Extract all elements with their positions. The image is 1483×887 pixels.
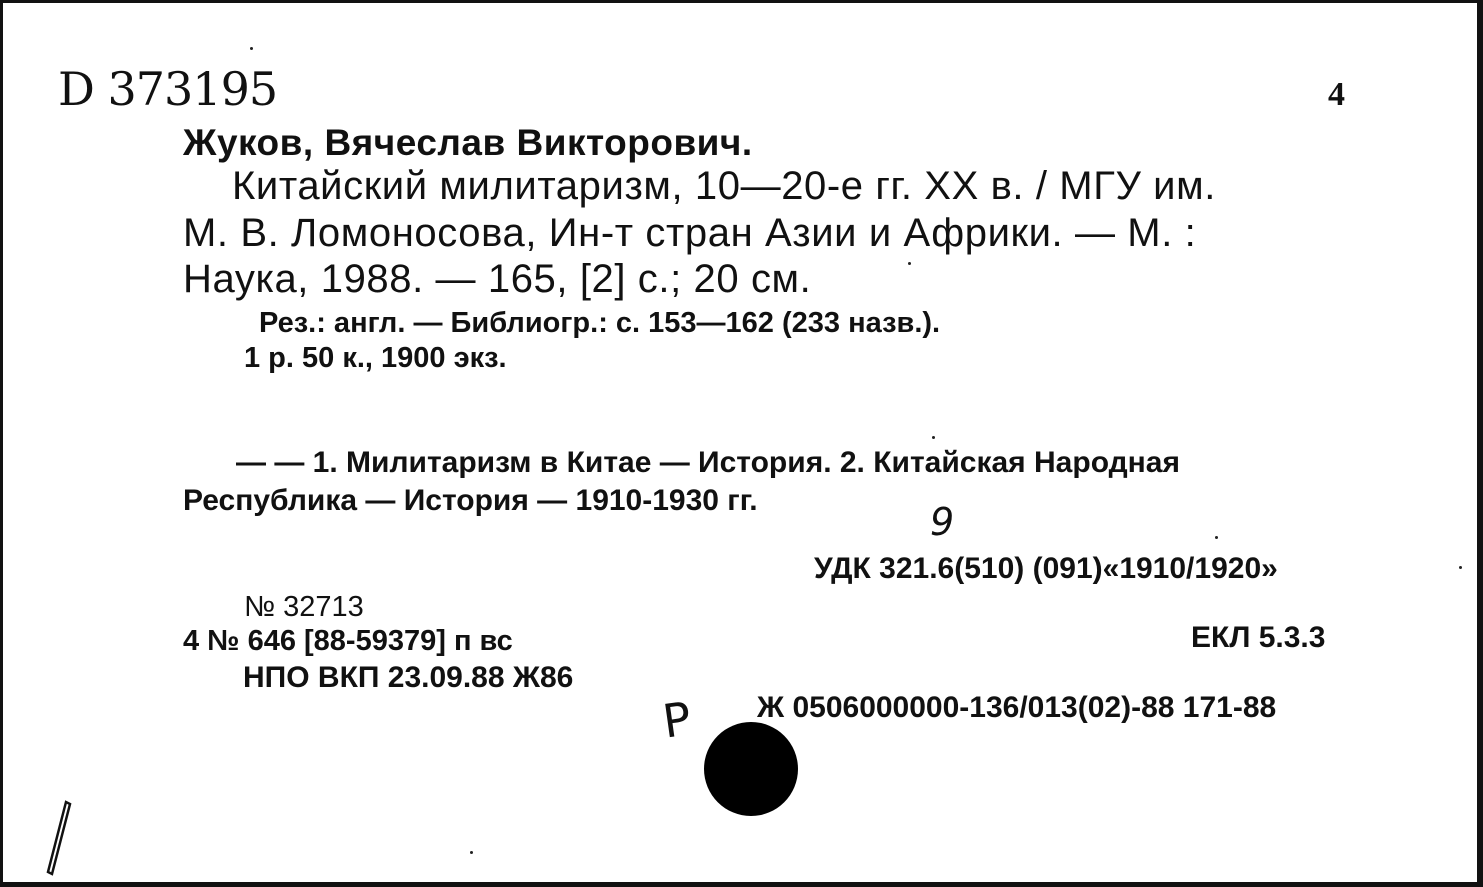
title-line-2: М. В. Ломоносова, Ин-т стран Азии и Африки. — М. : bbox=[183, 211, 1197, 255]
card-border-left bbox=[0, 0, 3, 887]
title-line-3: Наука, 1988. — 165, [2] с.; 20 см. bbox=[183, 257, 812, 301]
page-count: 4 bbox=[1328, 76, 1345, 113]
price-line: 1 р. 50 к., 1900 экз. bbox=[244, 342, 507, 374]
call-number: D 373195 bbox=[58, 62, 278, 116]
pen-stroke-mark bbox=[40, 798, 80, 878]
notes-line: Рез.: англ. — Библиогр.: с. 153—162 (233 назв.). bbox=[259, 307, 941, 339]
index-line: Ж 0506000000-136/013(02)-88 171-88 bbox=[757, 691, 1277, 724]
speck bbox=[932, 436, 935, 439]
speck bbox=[1459, 566, 1462, 569]
speck bbox=[908, 262, 911, 265]
speck bbox=[1215, 536, 1218, 539]
card-border-bottom bbox=[0, 882, 1483, 887]
handwritten-p-mark: P bbox=[659, 691, 695, 749]
card-border-top bbox=[0, 0, 1483, 3]
subject-line-2: Республика — История — 1910-1930 гг. bbox=[183, 484, 758, 517]
npo-line: НПО ВКП 23.09.88 Ж86 bbox=[243, 661, 574, 694]
speck bbox=[250, 47, 253, 50]
subject-line-1: — — 1. Милитаризм в Китае — История. 2. Китайская Народная bbox=[236, 446, 1180, 479]
author-heading: Жуков, Вячеслав Викторович. bbox=[183, 122, 753, 163]
handwritten-9-mark: 9 bbox=[930, 500, 955, 544]
card-border-right bbox=[1477, 0, 1483, 887]
black-dot-mark bbox=[704, 722, 798, 816]
title-line-1: Китайский милитаризм, 10—20-е гг. XX в. / МГУ им. bbox=[232, 164, 1216, 208]
speck bbox=[470, 851, 473, 854]
udc-classification: УДК 321.6(510) (091)«1910/1920» bbox=[814, 552, 1278, 585]
card-number-2: 4 № 646 [88-59379] п вс bbox=[183, 625, 513, 657]
card-number-1: № 32713 bbox=[244, 591, 364, 623]
ekl-code: ЕКЛ 5.3.3 bbox=[1191, 621, 1326, 654]
